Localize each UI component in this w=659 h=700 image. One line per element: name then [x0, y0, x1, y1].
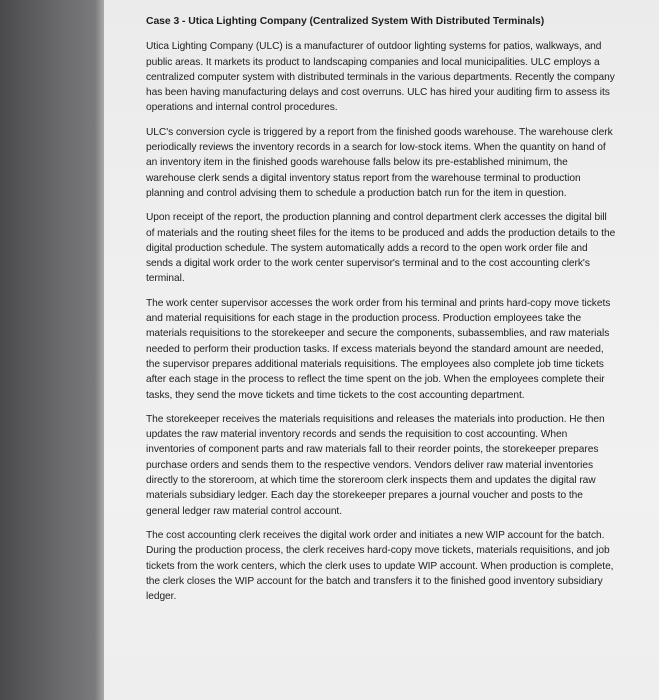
- case-title: Case 3 - Utica Lighting Company (Centralized System With Distributed Terminals): [146, 16, 545, 27]
- paragraph-work-center: The work center supervisor accesses the work order from his terminal and prints hard-copy move tickets and material requisitions for each stage in the production process. Production employees take the materials requisitions to the storekeeper and secure the components, subassemblies, and raw materials needed to perform their production tasks. If excess materials beyond the standard amount are needed, the supervisor prepares additional materials requisitions. The employees also complete job time tickets after each stage in the process to reflect the time spent on the job. When the employees complete their tasks, they send the move tickets and time tickets to the cost accounting department.: [146, 297, 611, 401]
- paragraph-storekeeper: The storekeeper receives the materials requisitions and releases the materials into production. He then updates the raw material inventory records and sends the requisition to cost accounting. When inventories of component parts and raw materials fall to their reorder points, the storekeeper prepares purchase orders and sends them to the respective vendors. Vendors deliver raw material inventories directly to the storeroom, at which time the storeroom clerk inspects them and updates the digital raw materials subsidiary ledger. Each day the storekeeper prepares a journal voucher and posts to the general ledger raw material control account.: [146, 413, 605, 517]
- paragraph-intro: Utica Lighting Company (ULC) is a manufacturer of outdoor lighting systems for patios, walkways, and public areas. It markets its product to landscaping companies and local municipalities. ULC employs a centralized computer system with distributed terminals in the various departments. Recently the company has been having manufacturing delays and cost overruns. ULC has hired your auditing firm to assess its operations and internal control procedures.: [146, 41, 615, 114]
- paragraph-cost-accounting: The cost accounting clerk receives the digital work order and initiates a new WIP account for the batch. During the production process, the clerk receives hard-copy move tickets, materials requisitions, and job tickets from the work centers, which the clerk uses to update WIP account. When production is complete, the clerk closes the WIP account for the batch and transfers it to the finished good inventory subsidiary ledger.: [146, 529, 614, 603]
- paragraph-conversion-cycle: ULC's conversion cycle is triggered by a report from the finished goods warehouse. The warehouse clerk periodically reviews the inventory records in a search for low-stock items. When the quantity on hand of an inventory item in the finished goods warehouse falls below its pre-established minimum, the warehouse clerk sends a digital inventory status report from the warehouse terminal to production planning and control advising them to schedule a production batch run for the item in question.: [146, 126, 613, 199]
- paragraph-production-planning: Upon receipt of the report, the production planning and control department clerk accesses the digital bill of materials and the routing sheet files for the items to be produced and adds the production details to the digital production schedule. The system automatically adds a record to the open work order file and sends a digital work order to the work center supervisor's terminal and to the cost accounting clerk's terminal.: [146, 212, 616, 285]
- case-text: [146, 14, 616, 613]
